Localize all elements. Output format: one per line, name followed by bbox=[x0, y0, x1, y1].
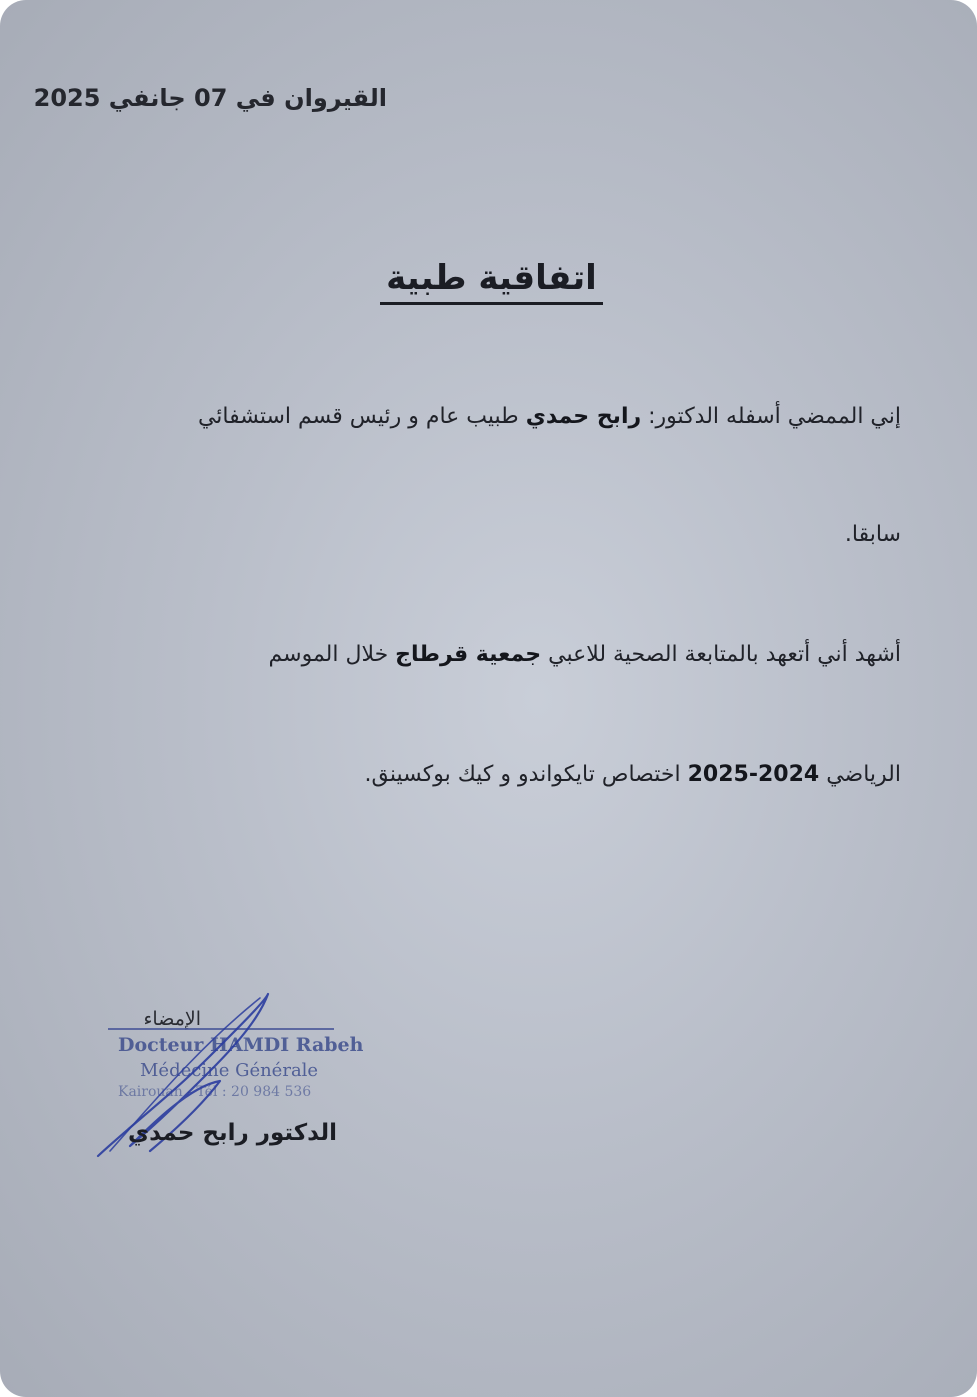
document-title-text: اتفاقية طبية bbox=[380, 258, 603, 305]
date-line: القيروان في 07 جانفي 2025 bbox=[33, 84, 387, 112]
stamp-contact: Kairouan - Tél : 20 984 536 bbox=[118, 1084, 312, 1100]
body-line-3-season: خلال الموسم bbox=[268, 642, 396, 667]
season-years: 2024-2025 bbox=[687, 762, 820, 787]
stamp-name: Docteur HAMDI Rabeh bbox=[118, 1034, 364, 1056]
body-line-1-intro: إني الممضي أسفله الدكتور: bbox=[641, 404, 901, 429]
body-line-3 bbox=[269, 642, 902, 667]
body-line-1-role: طبيب عام و رئيس قسم استشفائي bbox=[197, 404, 526, 429]
club-name: جمعية قرطاج bbox=[395, 642, 542, 667]
body-line-4-intro: الرياضي bbox=[819, 762, 901, 787]
signer-name: الدكتور رابح حمدي bbox=[128, 1120, 337, 1146]
body-line-3-intro: أشهد أني أتعهد بالمتابعة الصحية للاعبي bbox=[541, 642, 901, 667]
body-line-2: سابقا. bbox=[844, 522, 901, 547]
document-title bbox=[0, 258, 977, 298]
body-line-1 bbox=[198, 404, 901, 429]
body-line-4 bbox=[365, 762, 901, 787]
signature-label: الإمضاء bbox=[143, 1008, 201, 1030]
stamp-specialty: Médecine Générale bbox=[140, 1060, 319, 1081]
doctor-name: رابح حمدي bbox=[525, 404, 642, 429]
body-line-4-specialty: اختصاص تايكواندو و كيك بوكسينق. bbox=[364, 762, 688, 787]
